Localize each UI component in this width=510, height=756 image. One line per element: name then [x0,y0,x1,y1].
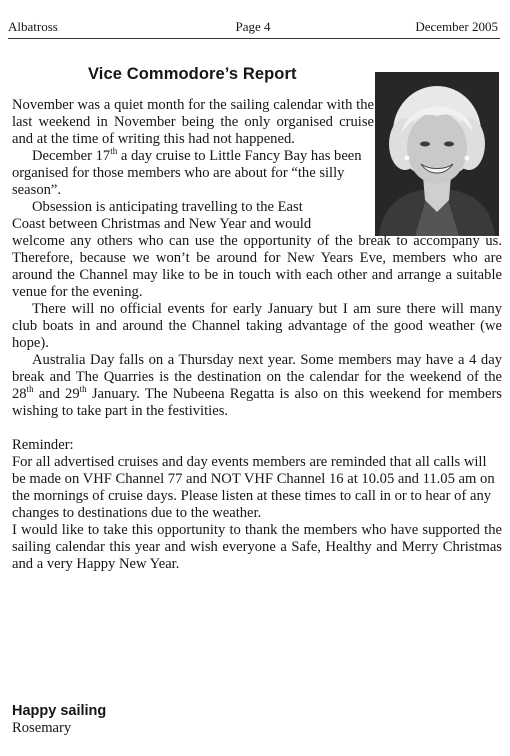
newsletter-name: Albatross [8,19,58,34]
reminder-heading: Reminder: [12,437,74,453]
article-title: Vice Commodore’s Report [88,65,297,83]
paragraph-thanks: I would like to take this opportunity to thank the members who have supported the sailing calendar this year and wish everyone a Safe, Healthy and Merry Christmas and a very Happy New Year. [12,522,502,572]
australia-day-text: Australia Day falls on a Thursday next year. Some members may have a 4 day break and The Quarries is the destination on the calendar for the weekend of the 28 [12,352,502,402]
header-divider [8,38,500,39]
author-name: Rosemary [12,720,72,736]
ordinal-suffix: th [79,384,87,394]
issue-date: December 2005 [415,19,498,34]
december-cruise-text: a day cruise to Little Fancy Bay has been organised for those members who are about for “the silly season”. [12,148,362,198]
paragraph-november: November was a quiet month for the sailing calendar with the last weekend in November being the only organised cruise and at the time of writing this had not happened. [12,97,374,147]
paragraph-reminder: For all advertised cruises and day events members are reminded that all calls will be made on VHF Channel 77 and NOT VHF Channel 16 at 10.05 and 11.05 am on the mornings of cruise days. Please listen at these times to call in or to hear of any changes to destinations due to the weather. [12,454,495,521]
paragraph-obsession-rest: welcome any others who can use the opportunity of the break to accompany us. Therefore, because we won’t be around for New Years Eve, members who are around the Channel may like to be in touch with each other and arrange a suitable venue for the evening. [12,233,502,300]
article-body [12,97,502,573]
paragraph-australia-day [12,352,502,420]
page-header [8,17,498,37]
paragraph-obsession-line1: Obsession is anticipating travelling to the East [32,199,303,215]
closing-text: Happy sailing [12,703,107,719]
ordinal-suffix: th [26,384,34,394]
page-number: Page 4 [235,19,271,34]
december-date-text: December 17 [32,148,111,164]
paragraph-december-cruise [12,148,374,199]
australia-day-text-3: January. The Nubeena Regatta is also on this weekend for members wishing to take part in the festivities. [12,386,502,419]
paragraph-obsession-line2: Coast between Christmas and New Year and would [12,216,312,232]
paragraph-january: There will no official events for early January but I am sure there will many club boats in and around the Channel taking advantage of the good weather (we hope). [12,301,502,351]
ordinal-suffix: th [110,146,118,156]
signoff [12,703,106,737]
australia-day-text-2: and 29 [33,386,80,402]
